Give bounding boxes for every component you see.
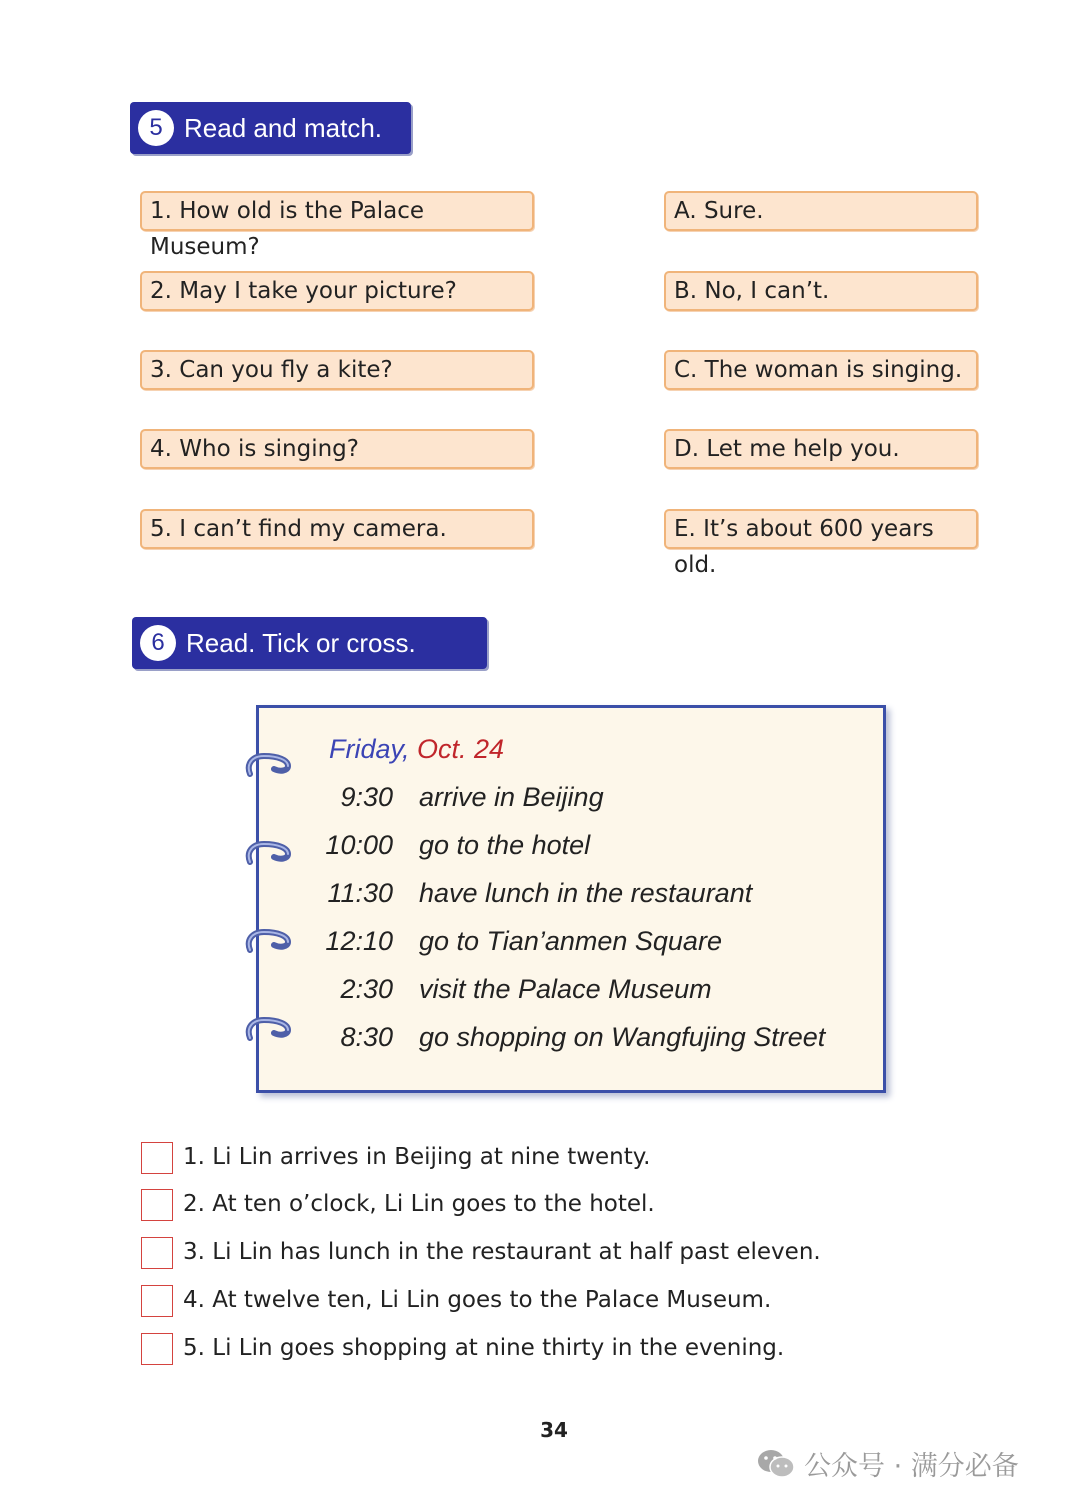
spiral-ring-icon — [244, 928, 292, 956]
schedule-activity: go shopping on Wangfujing Street — [419, 1022, 826, 1052]
section-5-title: Read and match. — [184, 112, 383, 143]
schedule-activity: arrive in Beijing — [419, 782, 604, 812]
question-box-1[interactable]: 1. How old is the Palace Museum? — [140, 191, 534, 231]
schedule-row — [259, 974, 883, 1014]
answer-box-d[interactable]: D. Let me help you. — [664, 429, 978, 469]
watermark — [756, 1444, 1019, 1483]
schedule-activity: go to the hotel — [419, 830, 591, 860]
wechat-icon — [756, 1448, 796, 1480]
question-box-4[interactable]: 4. Who is singing? — [140, 429, 534, 469]
answer-box-a[interactable]: A. Sure. — [664, 191, 978, 231]
schedule-row — [259, 1022, 883, 1062]
question-box-3[interactable]: 3. Can you fly a kite? — [140, 350, 534, 390]
note-title — [329, 734, 504, 765]
section-5-header — [130, 102, 411, 154]
spiral-ring-icon — [244, 752, 292, 780]
tick-checkbox-5[interactable] — [141, 1333, 173, 1365]
statement-2: 2. At ten o’clock, Li Lin goes to the hotel. — [183, 1191, 655, 1217]
schedule-time: 11:30 — [327, 878, 393, 908]
statement-1: 1. Li Lin arrives in Beijing at nine twenty. — [183, 1144, 651, 1170]
answer-box-e[interactable]: E. It’s about 600 years old. — [664, 509, 978, 549]
answer-box-c[interactable]: C. The woman is singing. — [664, 350, 978, 390]
page-number: 34 — [540, 1418, 568, 1442]
schedule-row — [259, 782, 883, 822]
schedule-row — [259, 830, 883, 870]
section-5-number: 5 — [138, 110, 174, 146]
tick-checkbox-1[interactable] — [141, 1142, 173, 1174]
schedule-time: 2:30 — [340, 974, 393, 1004]
answer-box-b[interactable]: B. No, I can’t. — [664, 271, 978, 311]
section-6-number: 6 — [140, 625, 176, 661]
spiral-ring-icon — [244, 1016, 292, 1044]
schedule-time: 12:10 — [325, 926, 393, 956]
statement-5: 5. Li Lin goes shopping at nine thirty in the evening. — [183, 1335, 785, 1361]
schedule-activity: have lunch in the restaurant — [419, 878, 753, 908]
schedule-time: 8:30 — [340, 1022, 393, 1052]
note-day: Friday, — [329, 734, 410, 764]
watermark-text: 公众号 · 满分必备 — [804, 1451, 1019, 1482]
schedule-time: 10:00 — [325, 830, 393, 860]
spiral-ring-icon — [244, 840, 292, 868]
schedule-activity: go to Tian’anmen Square — [419, 926, 722, 956]
tick-checkbox-4[interactable] — [141, 1285, 173, 1317]
schedule-row — [259, 878, 883, 918]
question-box-5[interactable]: 5. I can’t find my camera. — [140, 509, 534, 549]
section-6-header — [132, 617, 487, 669]
statement-3: 3. Li Lin has lunch in the restaurant at half past eleven. — [183, 1239, 821, 1265]
schedule-activity: visit the Palace Museum — [419, 974, 712, 1004]
schedule-row — [259, 926, 883, 966]
tick-checkbox-3[interactable] — [141, 1237, 173, 1269]
schedule-time: 9:30 — [340, 782, 393, 812]
tick-checkbox-2[interactable] — [141, 1189, 173, 1221]
section-6-title: Read. Tick or cross. — [186, 627, 416, 658]
statement-4: 4. At twelve ten, Li Lin goes to the Palace Museum. — [183, 1287, 772, 1313]
note-date: Oct. 24 — [417, 734, 505, 764]
schedule-notebook — [256, 705, 886, 1093]
question-box-2[interactable]: 2. May I take your picture? — [140, 271, 534, 311]
